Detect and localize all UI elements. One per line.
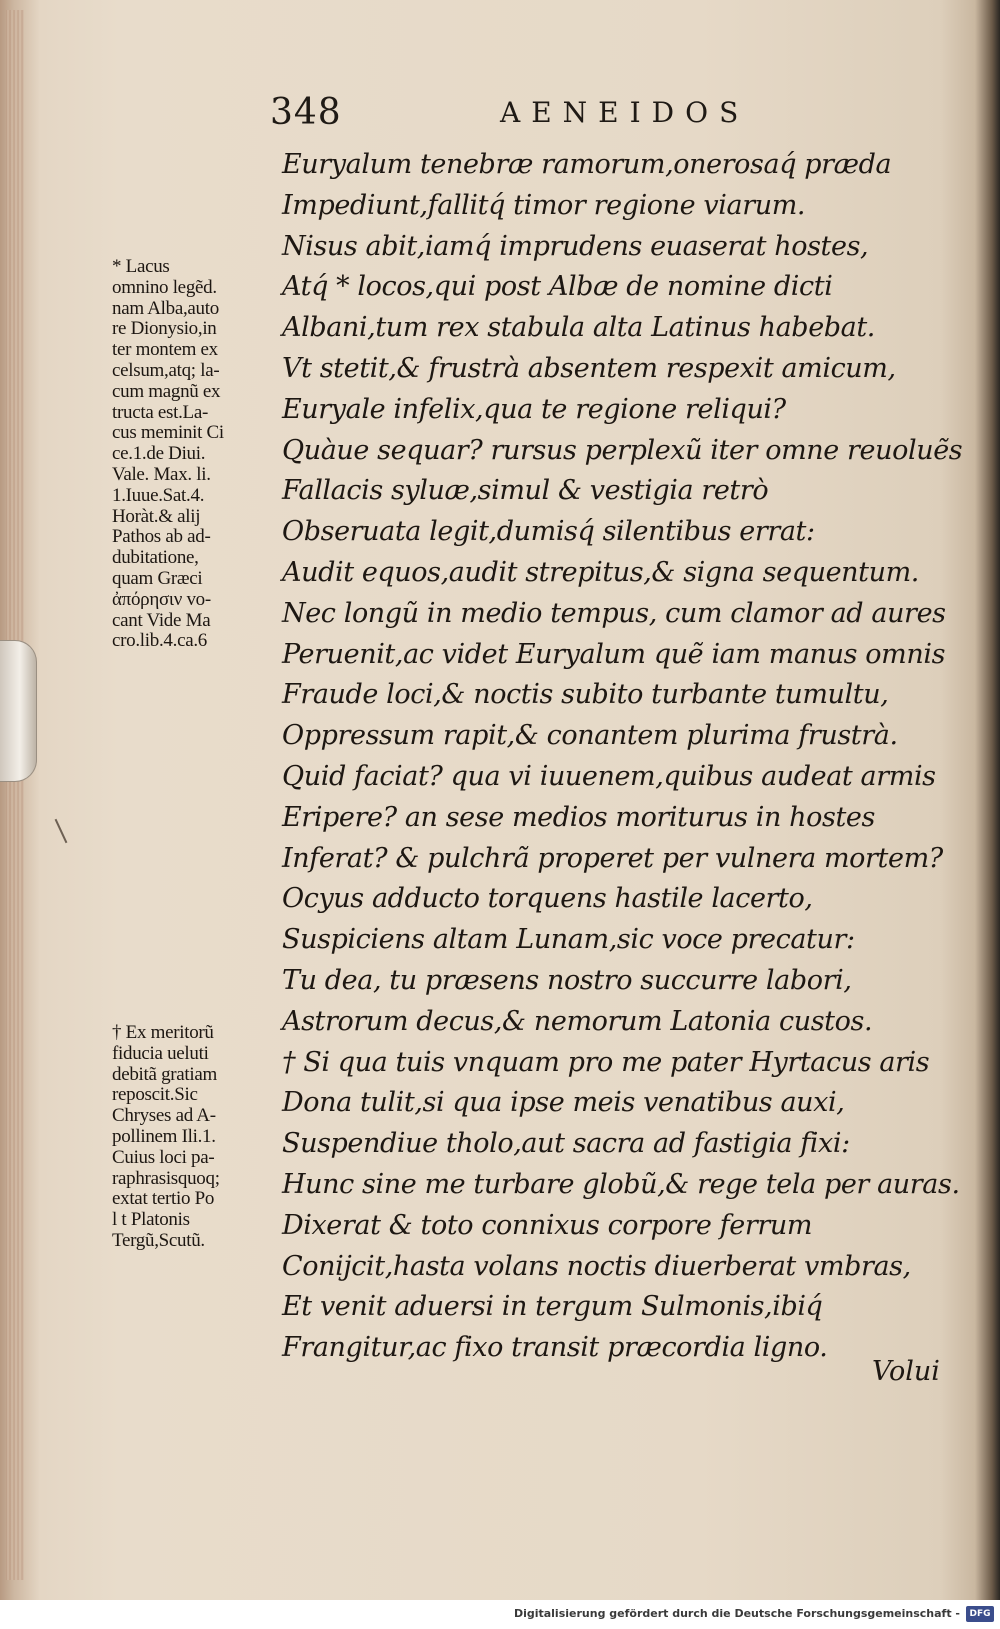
funding-credit: Digitalisierung gefördert durch die Deutsche Forschungsgemeinschaft -: [513, 1607, 960, 1620]
gloss-line: celsum,atq; la-: [112, 359, 220, 381]
verse-line: Vt stetit,& frustrà absentem respexit amicum,: [282, 352, 896, 384]
verse-line: Ocyus adducto torquens hastile lacerto,: [282, 883, 813, 915]
verse-line: Et venit aduersi in tergum Sulmonis,ibiq́: [282, 1291, 823, 1323]
gloss-line: cant Vide Ma: [112, 609, 211, 631]
gloss-line: Cuius loci pa-: [112, 1146, 215, 1168]
gloss-line: Pathos ab ad-: [112, 526, 211, 548]
gloss-line: extat tertio Po: [112, 1188, 215, 1210]
gloss-line: l t Platonis: [112, 1209, 190, 1231]
verse-line: † Si qua tuis vnquam pro me pater Hyrtacus aris: [282, 1046, 930, 1078]
verse-line: Albani,tum rex stabula alta Latinus habebat.: [282, 312, 875, 344]
gloss-line: ἀπόρησιν vo-: [112, 588, 211, 610]
verse-line: Atq́ * locos,qui post Albæ de nomine dicti: [282, 271, 833, 303]
verse-line: Nec longũ in medio tempus, cum clamor ad aures: [282, 597, 946, 629]
gloss-line: ce.1.de Diui.: [112, 443, 206, 465]
gloss-line: Horàt.& alij: [112, 505, 201, 527]
page-clip: [0, 640, 37, 782]
verse-line: Conijcit,hasta volans noctis diuerberat vmbras,: [282, 1250, 911, 1282]
verse-line: Frangitur,ac fixo transit præcordia ligno.: [282, 1332, 828, 1364]
verse-line: Dona tulit,si qua ipse meis venatibus auxi,: [282, 1087, 845, 1119]
catchword: Volui: [872, 1356, 940, 1387]
verse-line: Fallacis syluæ,simul & vestigia retrò: [282, 475, 769, 507]
gloss-line: dubitatione,: [112, 547, 199, 569]
running-title: AENEIDOS: [500, 96, 750, 129]
gloss-line: ter montem ex: [112, 339, 218, 361]
verse-line: Audit equos,audit strepitus,& signa sequentum.: [282, 556, 919, 588]
gloss-line: reposcit.Sic: [112, 1084, 198, 1106]
gloss-line: cum magnũ ex: [112, 380, 221, 402]
gloss-line: raphrasisquoq;: [112, 1167, 220, 1189]
verse-line: Euryale infelix,qua te regione reliqui?: [282, 393, 786, 425]
gloss-line: Chryses ad A-: [112, 1105, 216, 1127]
gloss-line: tructa est.La-: [112, 401, 209, 423]
gloss-line: Vale. Max. li.: [112, 463, 211, 485]
gloss-line: quam Græci: [112, 567, 203, 589]
verse-text: [282, 145, 972, 1369]
verse-line: Dixerat & toto connixus corpore ferrum: [282, 1209, 813, 1241]
verse-line: Impediunt,fallitq́ timor regione viarum.: [282, 189, 806, 221]
verse-line: Fraude loci,& noctis subito turbante tumultu,: [282, 679, 889, 711]
verse-line: Oppressum rapit,& conantem plurima frustrà.: [282, 720, 898, 752]
verse-line: Suspiciens altam Lunam,sic voce precatur:: [282, 924, 855, 956]
gloss-line: omnino legẽd.: [112, 276, 217, 298]
verse-line: Peruenit,ac videt Euryalum quẽ iam manus omnis: [282, 638, 946, 670]
gloss-line: cro.lib.4.ca.6: [112, 630, 207, 652]
page-edge: [6, 10, 24, 1580]
verse-line: Inferat? & pulchrã properet per vulnera mortem?: [282, 842, 943, 874]
verse-line: Nisus abit,iamq́ imprudens euaserat hostes,: [282, 230, 869, 262]
verse-line: Euryalum tenebræ ramorum,onerosaq́ præda: [282, 149, 892, 180]
verse-line: Eripere? an sese medios moriturus in hostes: [282, 801, 875, 833]
page-header: [270, 92, 790, 142]
gloss-line: fiducia ueluti: [112, 1042, 209, 1064]
gloss-line: pollinem Ili.1.: [112, 1125, 216, 1147]
gloss-line: nam Alba,auto: [112, 297, 219, 319]
gloss-line: cus meminit Ci: [112, 422, 224, 444]
gloss-line: † Ex meritorũ: [112, 1022, 214, 1043]
verse-line: Obseruata legit,dumisq́ silentibus errat:: [282, 516, 815, 548]
verse-line: Suspendiue tholo,aut sacra ad fastigia fixi:: [282, 1128, 850, 1160]
ink-mark: [55, 819, 68, 843]
gloss-line: debitã gratiam: [112, 1063, 218, 1085]
verse-line: Hunc sine me turbare globũ,& rege tela per auras.: [282, 1168, 960, 1200]
verse-line: Astrorum decus,& nemorum Latonia custos.: [282, 1005, 873, 1037]
verse-line: Tu dea, tu præsens nostro succurre labori,: [282, 964, 852, 996]
gloss-line: * Lacus: [112, 256, 170, 277]
page-number: 348: [270, 92, 342, 133]
dfg-logo: DFG: [966, 1606, 994, 1622]
marginal-gloss-2: [112, 1023, 282, 1252]
gloss-line: Tergũ,Scutũ.: [112, 1229, 205, 1251]
verse-line: Quid faciat? qua vi iuuenem,quibus audeat armis: [282, 760, 936, 792]
footer-bar: [0, 1600, 1000, 1629]
verse-line: Quàue sequar? rursus perplexũ iter omne reuoluẽs: [282, 434, 963, 466]
gloss-line: 1.Iuue.Sat.4.: [112, 484, 205, 506]
marginal-gloss-1: [112, 257, 282, 652]
gloss-line: re Dionysio,in: [112, 318, 217, 340]
